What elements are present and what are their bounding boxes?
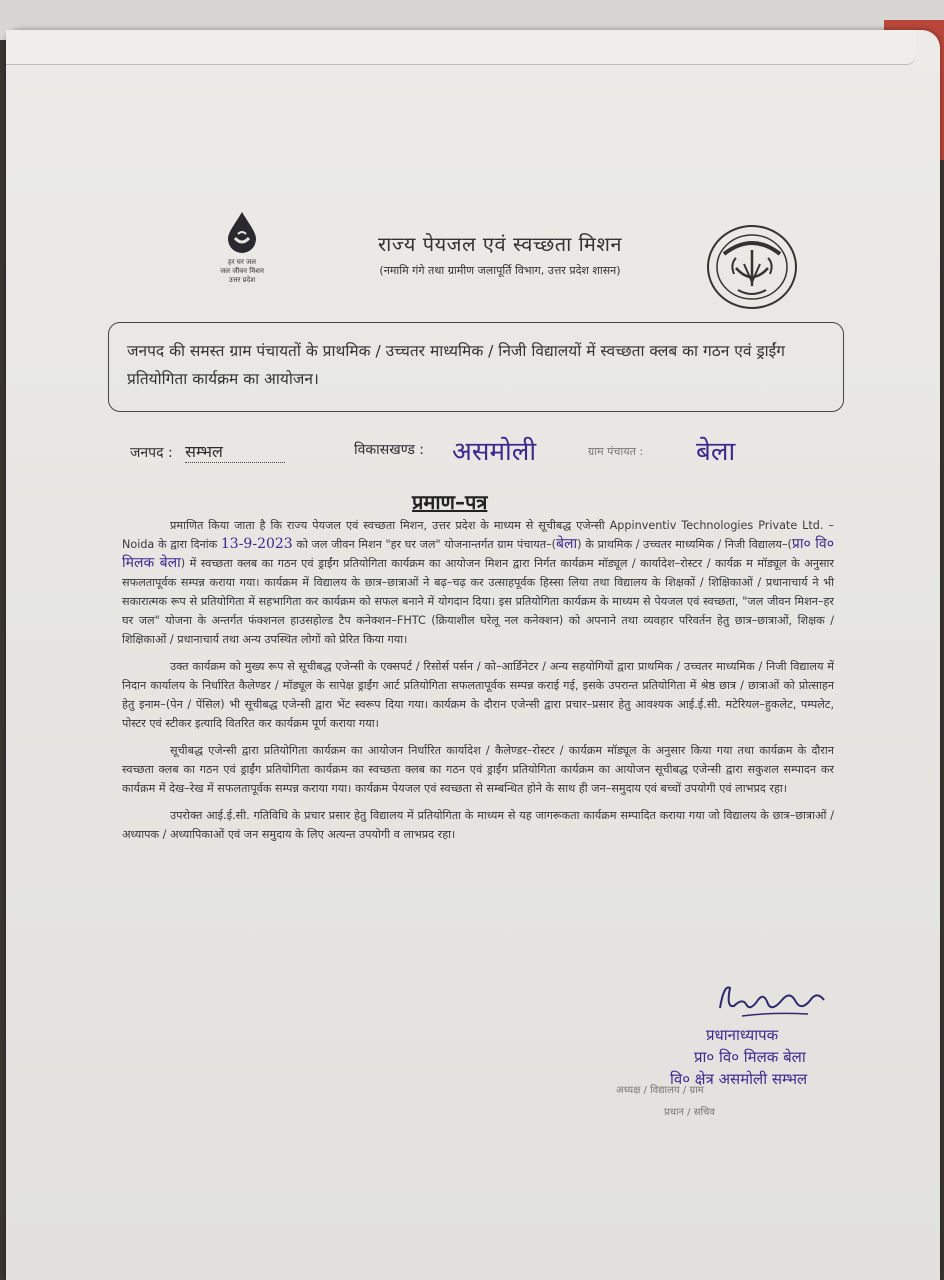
letterhead (300, 230, 700, 278)
logo-caption-1: हर घर जल (228, 258, 256, 266)
top-page-edge (6, 30, 916, 65)
topic-box: जनपद की समस्त ग्राम पंचायतों के प्राथमिक / उच्चतर माध्यमिक / निजी विद्यालयों में स्वच्छता क्लब का गठन एवं ड्राईंग प्रतियोगिता कार्यक्रम का आयोजन। (108, 322, 844, 412)
body-p1-part-d: ) में स्वच्छता क्लब का गठन एवं ड्राईंग प्रतियोगिता कार्यक्रम का आयोजन मिशन द्वारा निर्गत कार्यक्रम मॉड्यूल / कार्यादेश–रोस्टर / कार्यक्र म मॉड्यूल के अनुसार सफलतापूर्वक सम्पन्न कराया गया। कार्यक्रम में विद्यालय के छात्र–छात्राओं ने बढ़–चढ़ कर उत्साहपूर्वक हिस्सा लिया तथा विद्यालय के शिक्षकों / शिक्षिकाओं / प्रधानाचार्य ने भी सकारात्मक रूप से प्रतियोगिता में सहभागिता कर कार्यक्रम को सफल बनाने में योगदान दिया। इस प्रतियोगिता कार्यक्रम के माध्यम से पेयजल एवं स्वच्छता, "जल जीवन मिशन–हर घर जल" योजना के अन्तर्गत फंक्शनल हाउसहोल्ड टैप कनेक्शन–FHTC (क्रियाशील घरेलू नल कनेक्शन) को अपनाने तथा व्यवहार परिवर्तन हेतु छात्र–छात्राओं, शिक्षक / शिक्षिकाओं / प्रधानाचार्य तथा अन्य उपस्थित लोगों को प्रेरित किया गया। (122, 557, 834, 646)
body-paragraph-3: सूचीबद्ध एजेन्सी द्वारा प्रतियोगिता कार्यक्रम का आयोजन निर्धारित कार्यादेश / कैलेण्डर–रोस्टर / कार्यक्रम मॉड्यूल के अनुसार किया गया तथा कार्यक्रम के दौरान स्वच्छता क्लब का गठन एवं ड्राईंग प्रतियोगिता कार्यक्रम का स्वच्छता क्लब का गठन एवं ड्राईंग प्रतियोगिता कार्यक्रम का आयोजन सूचीबद्ध एजेन्सी द्वारा सकुशल सम्पादन कर कार्यक्रम में देख–रेख में सफलतापूर्वक सम्पन्न कराया गया। कार्यक्रम पेयजल एवं स्वच्छता से सम्बन्धित होने के साथ ही जन–समुदाय एवं बच्चों उपयोगी एवं लाभप्रद रहा। (122, 744, 834, 795)
up-government-seal-icon (706, 224, 798, 310)
stamp-line-2: प्रा० वि० मिलक बेला (694, 1048, 806, 1066)
certificate-body (122, 516, 834, 852)
logo-caption-2: जल जीवन मिशन (220, 267, 264, 275)
stamp-line-1: प्रधानाध्यापक (706, 1026, 779, 1044)
body-p1-part-c: ) के प्राथमिक / उच्चतर माध्यमिक / निजी विद्यालय–( (577, 538, 792, 551)
district-value: सम्भल (185, 440, 285, 463)
body-paragraph-1 (122, 516, 834, 649)
headmaster-signature (712, 978, 832, 1022)
block-label: विकासखण्ड : (354, 442, 425, 458)
body-p1-part-a: प्रमाणित किया जाता है कि राज्य पेयजल एवं स्वच्छता मिशन, उत्तर प्रदेश के माध्यम से सूचीबद्ध एजेन्सी Appinventiv Technologies Private Ltd. – Noida के द्वारा दिनांक (122, 519, 834, 551)
handwritten-village: बेला (556, 536, 578, 552)
panchayat-label: ग्राम पंचायत : (588, 445, 644, 458)
headmaster-stamp (670, 1024, 880, 1090)
panchayat-value: बेला (696, 437, 736, 467)
faint-label-a: अध्यक्ष / विद्यालय / ग्राम (616, 1085, 704, 1096)
mission-title: राज्य पेयजल एवं स्वच्छता मिशन (377, 232, 623, 256)
handwritten-date: 13-9-2023 (220, 536, 293, 552)
body-p1-part-b: को जल जीवन मिशन "हर घर जल" योजनान्तर्गत ग्राम पंचायत–( (296, 538, 557, 551)
handwritten-school: प्रा० वि० मिलक बेला (122, 536, 834, 571)
mission-subtitle: (नमामि गंगे तथा ग्रामीण जलापूर्ति विभाग, उत्तर प्रदेश शासन) (379, 264, 621, 277)
water-drop-icon (225, 210, 259, 254)
location-fields (130, 432, 830, 472)
block-value: असमोली (452, 437, 537, 467)
district-label: जनपद : (130, 445, 173, 461)
logo-caption-3: उत्तर प्रदेश (228, 276, 256, 284)
har-ghar-jal-logo (210, 210, 274, 290)
certificate-title: प्रमाण–पत्र (412, 490, 488, 514)
body-paragraph-2: उक्त कार्यक्रम को मुख्य रूप से सूचीबद्ध एजेन्सी के एक्सपर्ट / रिसोर्स पर्सन / को–आर्डिनेटर / अन्य सहयोगियों द्वारा प्राथमिक / उच्चतर माध्यमिक / निजी विद्यालय में निदान कार्यालय के निर्धारित कैलेण्डर / मॉड्यूल के सापेक्ष ड्राईंग आर्ट प्रतियोगिता सफलतापूर्वक सम्पन्न कराई गई, इसके उपरान्त प्रतियोगिता में श्रेष्ठ छात्र / छात्राओं को प्रोत्साहन हेतु इनाम–(पेन / पेंसिल) भी सूचीबद्ध एजेन्सी द्वारा भेंट स्वरूप दिया गया। कार्यक्रम के दौरान एजेन्सी द्वारा प्रचार–प्रसार हेतु आवश्यक आई.ई.सी. मटेरियल–हुकलेट, पम्पलेट, पोस्टर एवं स्टीकर इत्यादि वितरित कर कार्यक्रम पूर्ण कराया गया। (122, 660, 834, 730)
body-paragraph-4: उपरोक्त आई.ई.सी. गतिविधि के प्रचार प्रसार हेतु विद्यालय में प्रतियोगिता के माध्यम से यह जागरूकता कार्यक्रम सम्पादित कराया गया जो विद्यालय के छात्र–छात्राओं / अध्यापक / अध्यापिकाओं एवं जन समुदाय के लिए अत्यन्त उपयोगी व लाभप्रद रहा। (122, 809, 834, 841)
stamp-line-3: वि० क्षेत्र असमोली सम्भल (670, 1070, 808, 1088)
faint-label-b: प्रधान / सचिव (664, 1107, 715, 1118)
